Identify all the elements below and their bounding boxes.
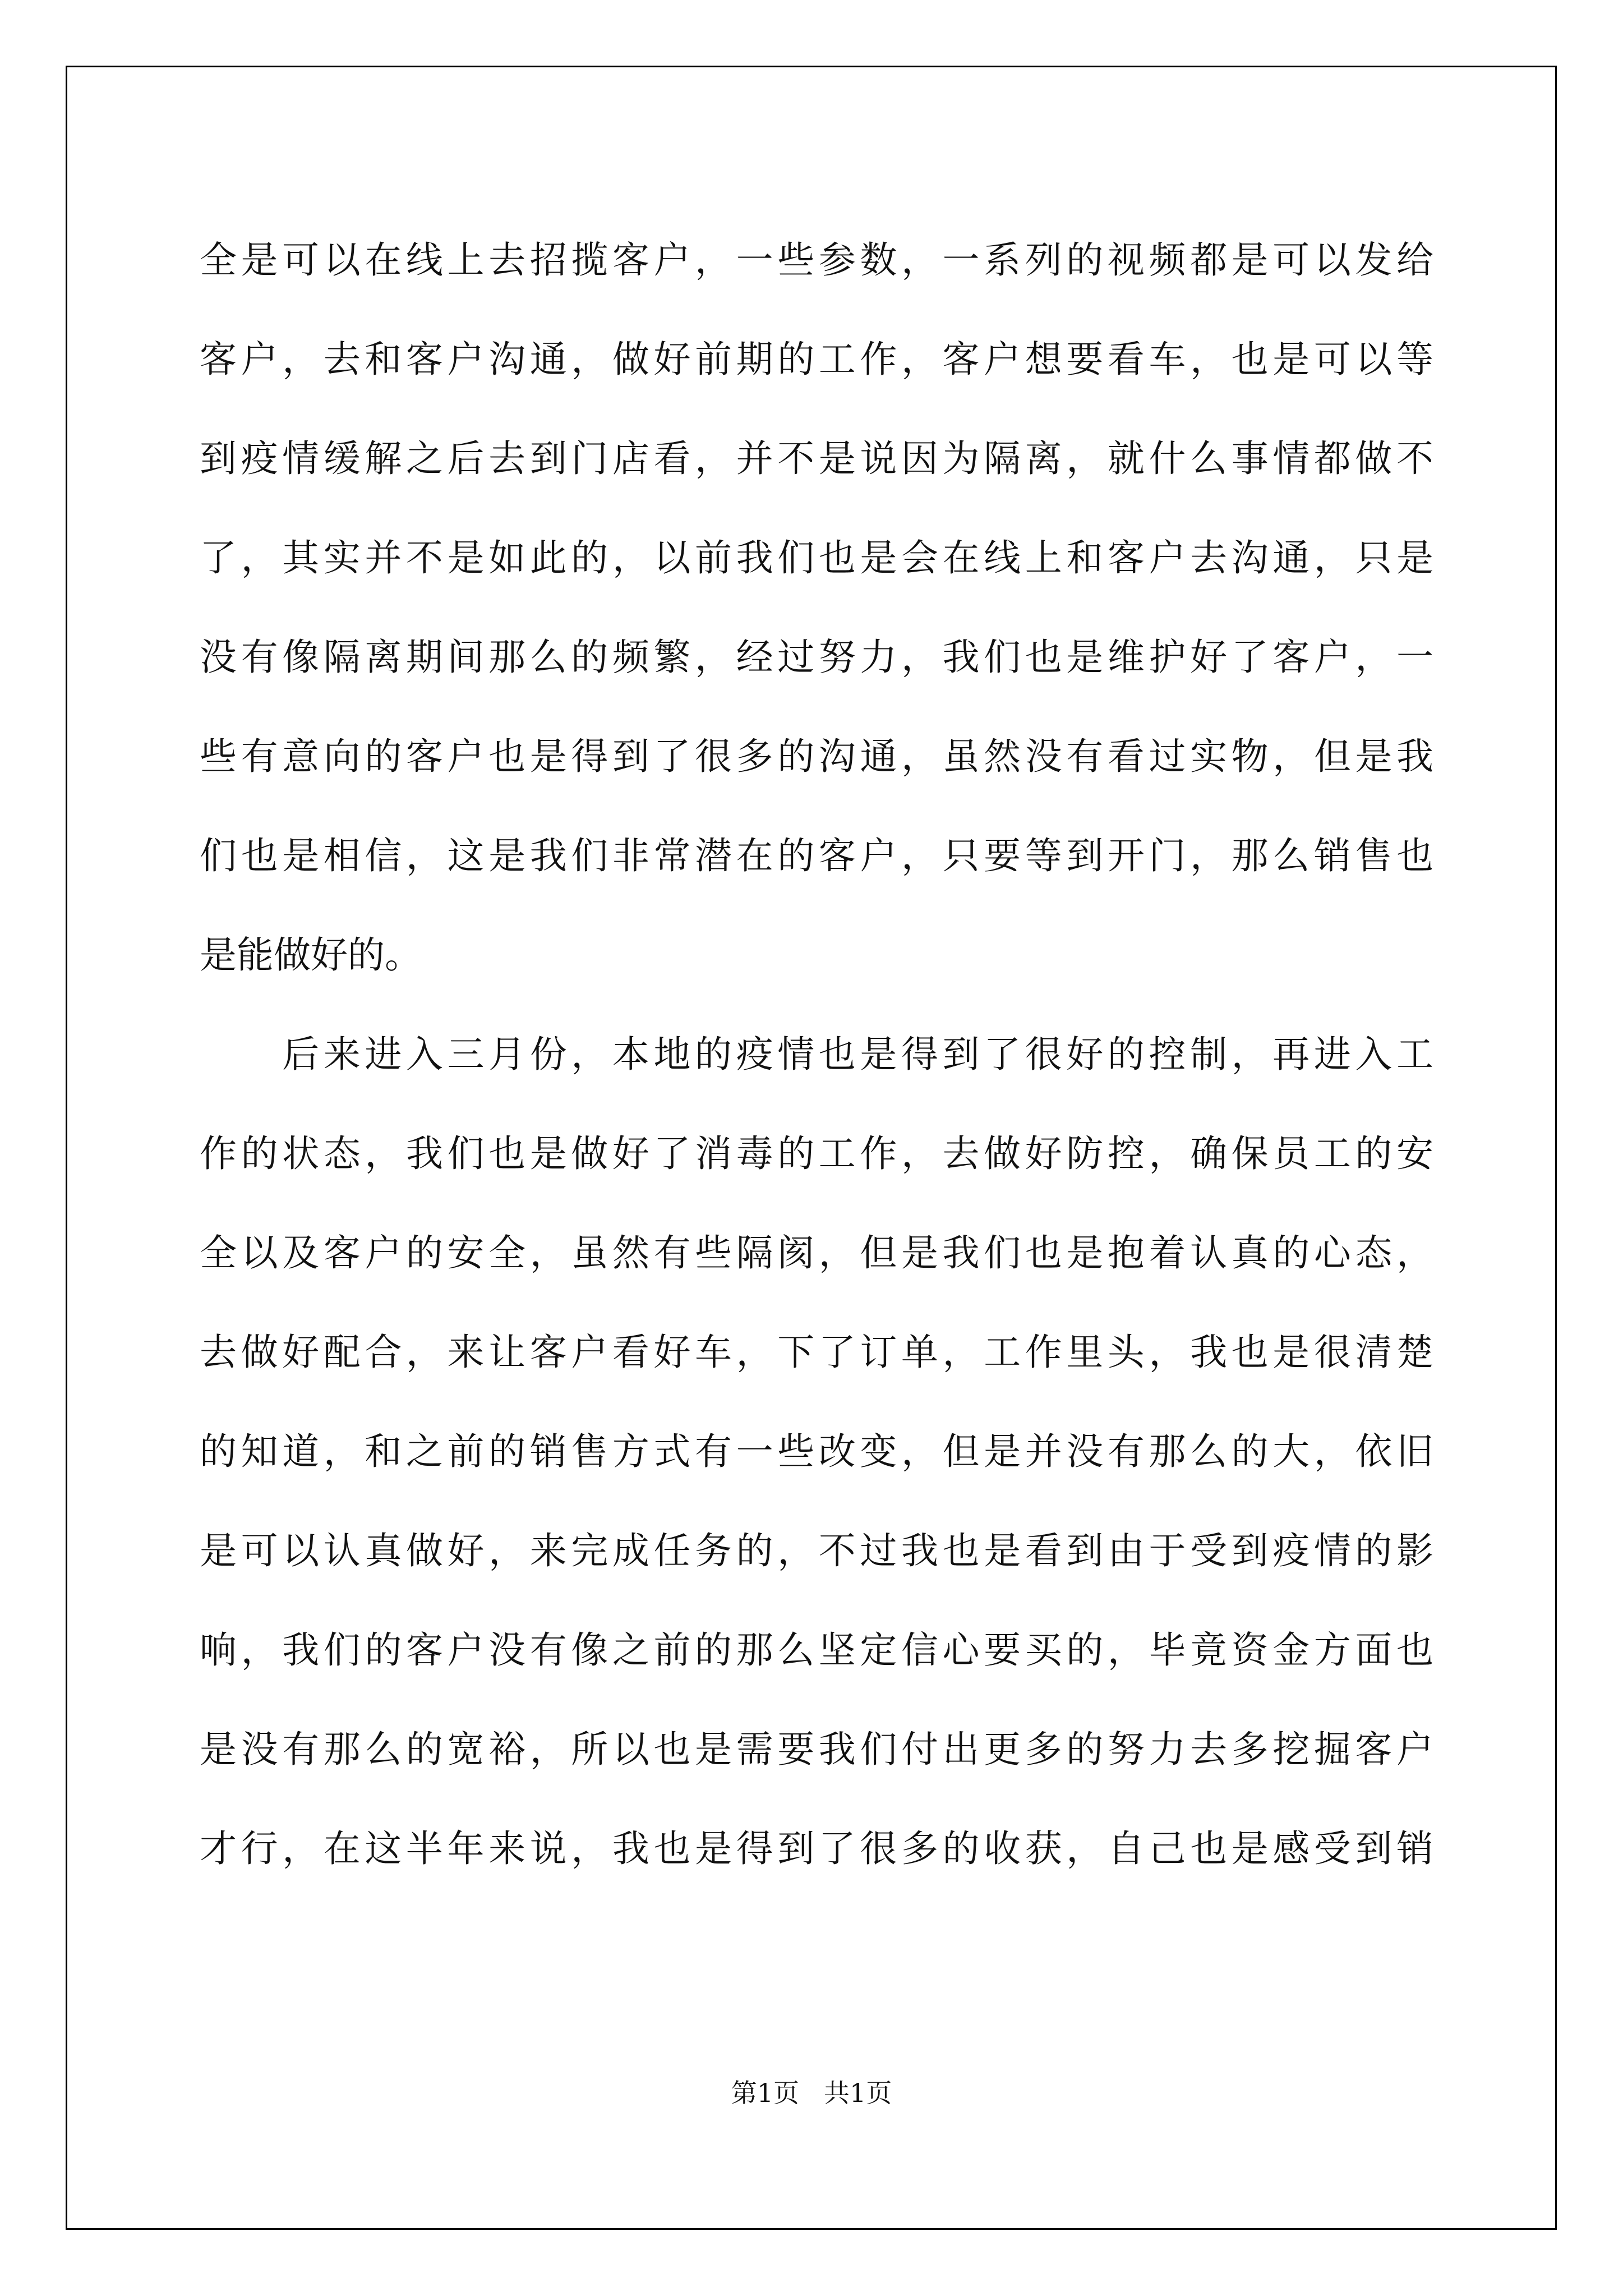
page-total: 共1页 xyxy=(823,2078,892,2108)
text-line: 是没有那么的宽裕，所以也是需要我们付出更多的努力去多挖掘客户 xyxy=(200,1728,1433,1771)
text-line: 才行，在这半年来说，我也是得到了很多的收获，自己也是感受到销 xyxy=(200,1827,1433,1870)
text-line: 些有意向的客户也是得到了很多的沟通，虽然没有看过实物，但是我 xyxy=(200,735,1433,778)
text-line: 响，我们的客户没有像之前的那么坚定信心要买的，毕竟资金方面也 xyxy=(200,1628,1433,1672)
text-line: 全是可以在线上去招揽客户，一些参数，一系列的视频都是可以发给 xyxy=(200,238,1433,282)
text-line: 后来进入三月份，本地的疫情也是得到了很好的控制，再进入工 xyxy=(200,1033,1433,1076)
text-line: 是可以认真做好，来完成任务的，不过我也是看到由于受到疫情的影 xyxy=(200,1529,1433,1572)
text-line: 没有像隔离期间那么的频繁，经过努力，我们也是维护好了客户，一 xyxy=(200,636,1433,679)
text-line: 是能做好的。 xyxy=(200,933,422,977)
text-line: 到疫情缓解之后去到门店看，并不是说因为隔离，就什么事情都做不 xyxy=(200,437,1433,480)
text-line: 去做好配合，来让客户看好车，下了订单，工作里头，我也是很清楚 xyxy=(200,1331,1433,1374)
text-line: 了，其实并不是如此的，以前我们也是会在线上和客户去沟通，只是 xyxy=(200,536,1433,579)
text-line: 作的状态，我们也是做好了消毒的工作，去做好防控，确保员工的安 xyxy=(200,1132,1433,1175)
document-body xyxy=(200,210,1433,1898)
text-line: 的知道，和之前的销售方式有一些改变，但是并没有那么的大，依旧 xyxy=(200,1430,1433,1473)
text-line: 们也是相信，这是我们非常潜在的客户，只要等到开门，那么销售也 xyxy=(200,834,1433,877)
text-line: 客户，去和客户沟通，做好前期的工作，客户想要看车，也是可以等 xyxy=(200,338,1433,381)
page-footer xyxy=(0,2073,1623,2110)
page-number: 第1页 xyxy=(731,2078,800,2108)
text-line: 全以及客户的安全，虽然有些隔阂，但是我们也是抱着认真的心态， xyxy=(200,1231,1433,1274)
